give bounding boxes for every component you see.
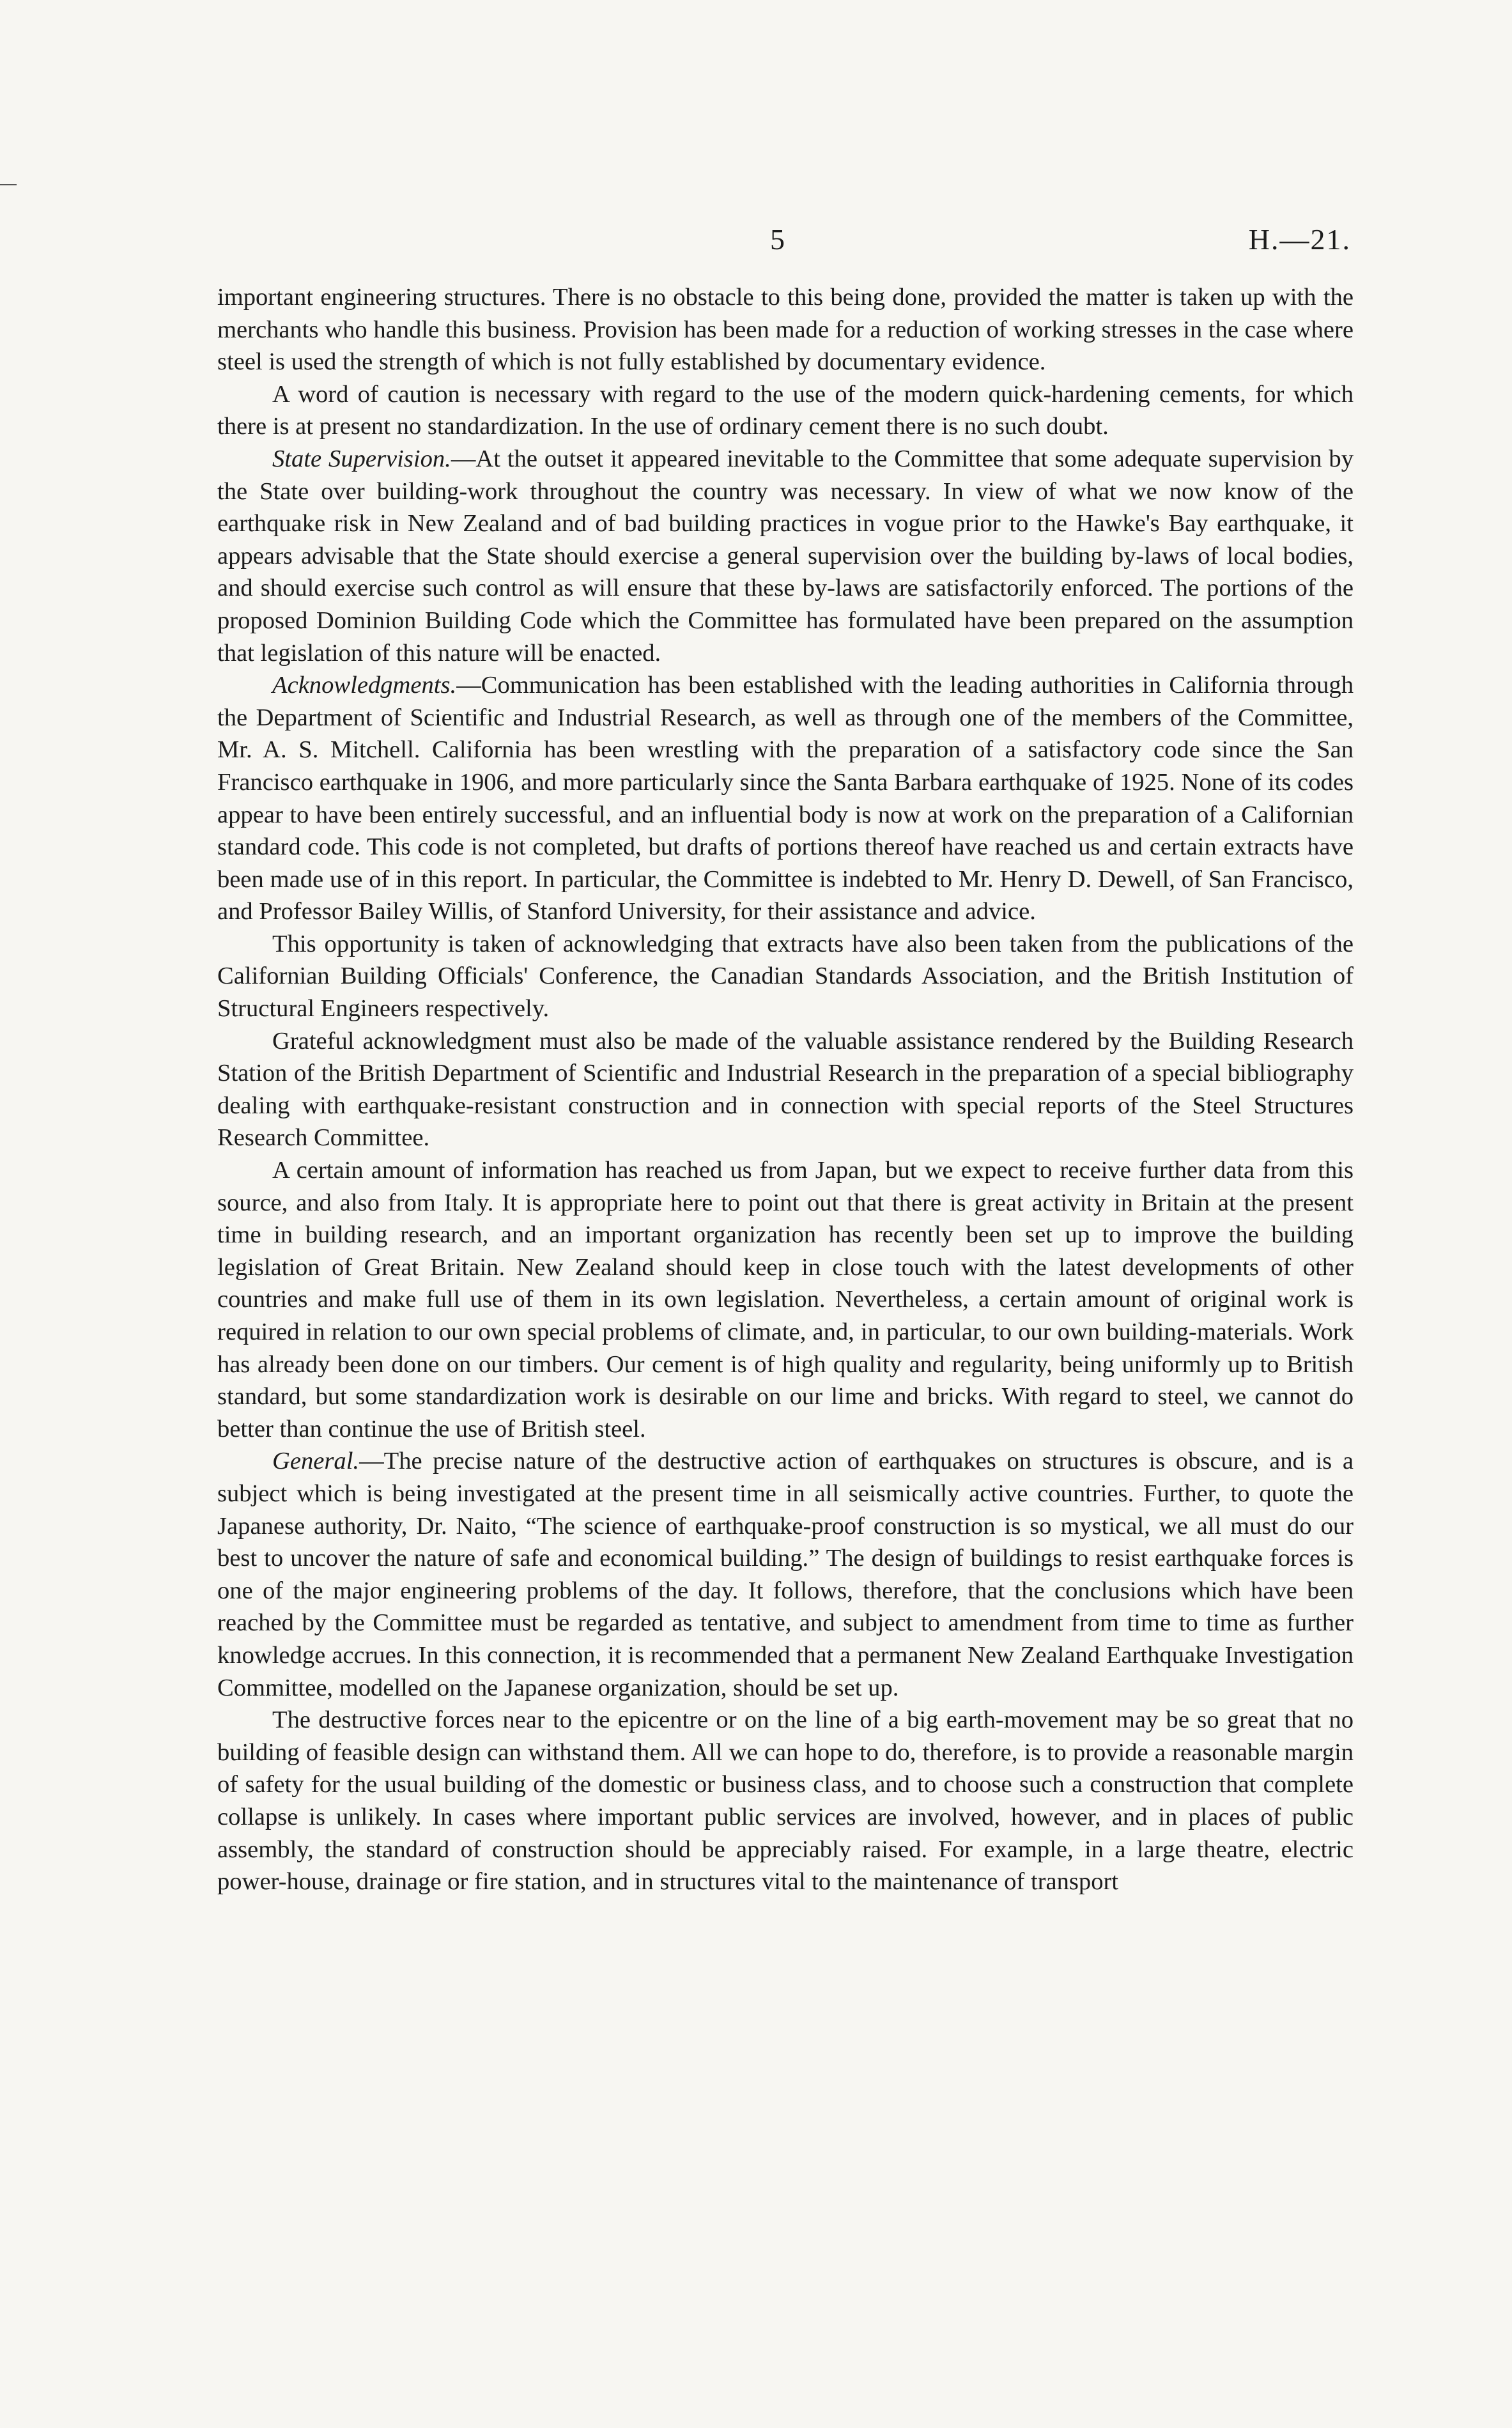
page-number: 5 xyxy=(770,223,785,256)
paragraph-grateful-acknowledgment xyxy=(217,1025,1354,1154)
paragraph-acknowledgments xyxy=(217,669,1354,928)
paragraph-text: —Communication has been established with the leading authorities in California through the Department of Scientific and Industrial Research, as well as through one of the members of the Committee, Mr. A. S. Mitchell. California has been wrestling with the preparation of a satisfactory code since the San Francisco earthquake in 1906, and more particularly since the Santa Barbara earthquake of 1925. None of its codes appear to have been entirely successful, and an influential body is now at work on the preparation of a Californian standard code. This code is not completed, but drafts of portions thereof have reached us and certain extracts have been made use of in this report. In particular, the Committee is indebted to Mr. Henry D. Dewell, of San Francisco, and Professor Bailey Willis, of Stanford University, for their assistance and advice. xyxy=(217,672,1354,925)
paragraph-text: This opportunity is taken of acknowledging that extracts have also been taken from the publications of the Californian Building Officials' Conference, the Canadian Standards Association, and the British Institution of Structural Engineers respectively. xyxy=(217,930,1354,1023)
margin-mark xyxy=(0,184,17,185)
section-heading-general: General. xyxy=(272,1448,360,1475)
paragraph-destructive-forces xyxy=(217,1704,1354,1898)
section-heading-state-supervision: State Supervision. xyxy=(272,445,451,472)
paragraph-information-japan xyxy=(217,1154,1354,1445)
paragraph-text: —At the outset it appeared inevitable to the Committee that some adequate supervision by the State over building-work throughout the country was necessary. In view of what we now know of the earthquake risk in New Zealand and of bad building practices in vogue prior to the Hawke's Bay earthquake, it appears advisable that the State should exercise a general supervision over the building by-laws of local bodies, and should exercise such control as will ensure that these by-laws are satisfactorily enforced. The portions of the proposed Dominion Building Code which the Committee has formulated have been prepared on the assumption that legislation of this nature will be enacted. xyxy=(217,445,1354,667)
paragraph-extracts xyxy=(217,928,1354,1025)
paragraph-text: A word of caution is necessary with regard to the use of the modern quick-hardening cements, for which there is at present no standardization. In the use of ordinary cement there is no such doubt. xyxy=(217,380,1354,440)
paragraph-general xyxy=(217,1445,1354,1704)
paragraph-continuation xyxy=(217,281,1354,378)
paragraph-text: —The precise nature of the destructive action of earthquakes on structures is obscure, and is a subject which is being investigated at the present time in all seismically active countries. Further, to quote the Japanese authority, Dr. Naito, “The science of earthquake-proof construction is so mystical, we all must do our best to uncover the nature of safe and economical building.” The design of buildings to resist earthquake forces is one of the major engineering problems of the day. It follows, therefore, that the conclusions which have been reached by the Committee must be regarded as tentative, and subject to amendment from time to time as further knowledge accrues. In this connection, it is recommended that a permanent New Zealand Earthquake Investigation Committee, modelled on the Japanese organization, should be set up. xyxy=(217,1448,1354,1701)
paragraph-text: important engineering structures. There is no obstacle to this being done, provided the matter is taken up with the merchants who handle this business. Provision has been made for a reduction of working stresses in the case where steel is used the strength of which is not fully established by documentary evidence. xyxy=(217,284,1354,376)
body-text xyxy=(217,281,1354,1898)
paragraph-text: The destructive forces near to the epicentre or on the line of a big earth-movement may be so great that no building of feasible design can withstand them. All we can hope to do, therefore, is to provide a reasonable margin of safety for the usual building of the domestic or business class, and to choose such a construction that complete collapse is unlikely. In cases where important public services are involved, however, and in places of public assembly, the standard of construction should be appreciably raised. For example, in a large theatre, electric power-house, drainage or fire station, and in structures vital to the maintenance of transport xyxy=(217,1706,1354,1896)
section-heading-acknowledgments: Acknowledgments. xyxy=(272,672,457,699)
document-reference: H.—21. xyxy=(1248,223,1351,256)
paragraph-quick-hardening-cements xyxy=(217,378,1354,443)
paragraph-state-supervision xyxy=(217,443,1354,669)
paragraph-text: A certain amount of information has reached us from Japan, but we expect to receive further data from this source, and also from Italy. It is appropriate here to point out that there is great activity in Britain at the present time in building research, and an important organization has recently been set up to improve the building legislation of Great Britain. New Zealand should keep in close touch with the latest developments of other countries and make full use of them in its own legislation. Nevertheless, a certain amount of original work is required in relation to our own special problems of climate, and, in particular, to our own building-materials. Work has already been done on our timbers. Our cement is of high quality and regularity, being uniformly up to British standard, but some standardization work is desirable on our lime and bricks. With regard to steel, we cannot do better than continue the use of British steel. xyxy=(217,1157,1354,1442)
paragraph-text: Grateful acknowledgment must also be made of the valuable assistance rendered by the Building Research Station of the British Department of Scientific and Industrial Research in the preparation of a special bibliography dealing with earthquake-resistant construction and in connection with special reports of the Steel Structures Research Committee. xyxy=(217,1027,1354,1152)
